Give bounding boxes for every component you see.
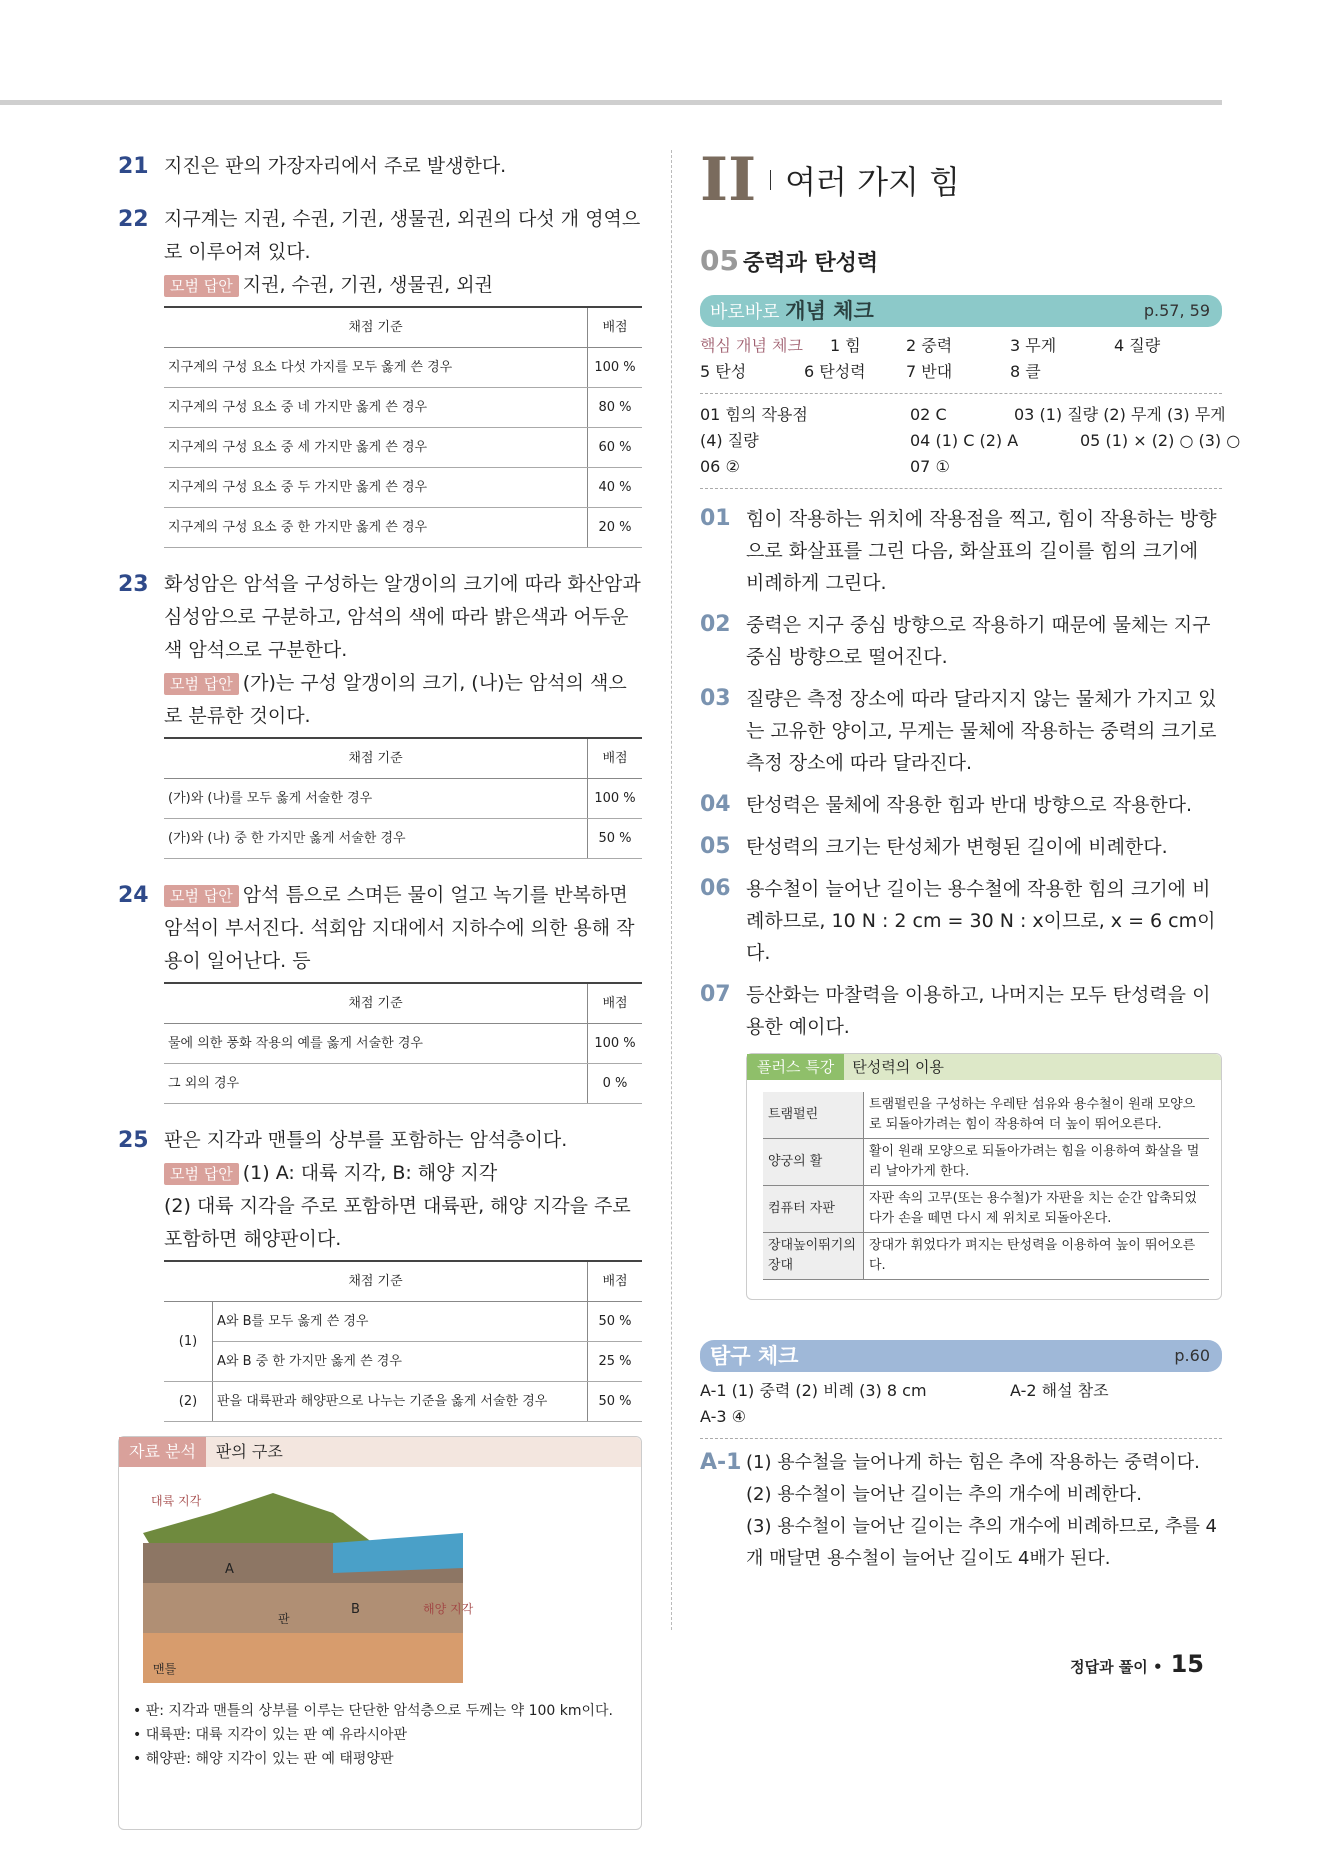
model-answer: (2) 대륙 지각을 주로 포함하면 대륙판, 해양 지각을 주로 포함하면 해양판이다. — [164, 1195, 631, 1250]
table-cell: 100 % — [588, 348, 643, 388]
core-item: 6 탄성력 — [804, 362, 866, 381]
concept-title: 개념 체크 — [785, 299, 874, 323]
note: • 대륙판: 대륙 지각이 있는 판 예 유라시아판 — [133, 1727, 408, 1743]
table-cell: 60 % — [588, 428, 643, 468]
table-row — [164, 468, 642, 508]
concept-check-bar — [700, 295, 1222, 327]
table-row — [164, 348, 642, 388]
answer-number: 01 — [700, 506, 731, 531]
answer-text: (1) 용수철을 늘어나게 하는 힘은 추에 작용하는 중력이다. — [746, 1452, 1200, 1473]
table-cell: 지구계의 구성 요소 중 네 가지만 옳게 쓴 경우 — [164, 388, 588, 428]
page-number: 15 — [1170, 1650, 1204, 1678]
plate-structure-diagram — [133, 1473, 553, 1693]
quick-answer: 07 ① — [910, 457, 950, 476]
question-text: 지진은 판의 가장자리에서 주로 발생한다. — [164, 155, 507, 177]
answer-text: 질량은 측정 장소에 따라 달라지지 않는 물체가 가지고 있는 고유한 양이고, 무게는 물체에 작용하는 중력의 크기로 측정 장소에 따라 달라진다. — [746, 688, 1217, 774]
plus-lecture-box — [746, 1053, 1222, 1300]
answer-number: 06 — [700, 876, 731, 901]
chapter-header — [700, 145, 1222, 215]
quick-answer: 01 힘의 작용점 — [700, 405, 808, 424]
mantle-label: 맨틀 — [153, 1662, 177, 1676]
answer-text: 탄성력의 크기는 탄성체가 변형된 길이에 비례한다. — [746, 836, 1168, 858]
table-cell: (가)와 (나)를 모두 옳게 서술한 경우 — [164, 779, 588, 819]
notes — [133, 1699, 613, 1771]
answer-item — [700, 1447, 1222, 1575]
plate-label: 판 — [278, 1612, 290, 1626]
core-item: 7 반대 — [906, 362, 953, 381]
chapter-number: II — [700, 145, 757, 215]
table-cell: 트램펄린을 구성하는 우레탄 섬유와 용수철이 원래 모양으로 되돌아가려는 힘이 작용하여 더 높이 뛰어오른다. — [864, 1092, 1210, 1139]
model-answer-badge: 모범 답안 — [164, 275, 239, 297]
continental-crust-label: 대륙 지각 — [151, 1494, 202, 1508]
quick-answer: 04 (1) C (2) A — [910, 431, 1019, 450]
note: • 판: 지각과 맨틀의 상부를 이루는 단단한 암석층으로 두께는 약 100 km이다. — [133, 1703, 613, 1719]
table-cell: A와 B를 모두 옳게 쓴 경우 — [213, 1302, 588, 1342]
table-cell: 지구계의 구성 요소 중 세 가지만 옳게 쓴 경우 — [164, 428, 588, 468]
question-number: 22 — [118, 207, 149, 232]
answer-item — [700, 831, 1222, 863]
table-row — [164, 1382, 642, 1422]
table-cell: (1) — [164, 1302, 213, 1382]
table-header: 배점 — [588, 1261, 643, 1302]
inquiry-check-bar — [700, 1340, 1222, 1372]
label-a: A — [225, 1562, 234, 1577]
table-cell: 40 % — [588, 468, 643, 508]
scoring-table — [164, 306, 642, 548]
core-item: 8 클 — [1010, 362, 1041, 381]
table-cell: 0 % — [588, 1064, 643, 1104]
lithosphere-layer — [143, 1583, 463, 1633]
mantle-layer — [143, 1633, 463, 1683]
table-cell: A와 B 중 한 가지만 옳게 쓴 경우 — [213, 1342, 588, 1382]
answer-item — [700, 789, 1222, 821]
answer-item — [700, 979, 1222, 1043]
answer-number: 02 — [700, 612, 731, 637]
scoring-table — [164, 982, 642, 1104]
inquiry-title: 탐구 체크 — [710, 1344, 799, 1368]
question-text: 화성암은 암석을 구성하는 알갱이의 크기에 따라 화산암과 심성암으로 구분하고, 암석의 색에 따라 밝은색과 어두운색 암석으로 구분한다. — [164, 573, 641, 661]
answer-text: (3) 용수철이 늘어난 길이는 추의 개수에 비례하므로, 추를 4개 매달면 용수철이 늘어난 길이도 4배가 된다. — [746, 1516, 1217, 1569]
table-cell: (2) — [164, 1382, 213, 1422]
footer-label: 정답과 풀이 • — [1070, 1658, 1163, 1676]
table-cell: 트램펄린 — [763, 1092, 864, 1139]
top-rule — [0, 100, 1222, 105]
page-footer — [1070, 1650, 1204, 1678]
core-item: 4 질량 — [1114, 336, 1161, 355]
model-answer: (가)는 구성 알갱이의 크기, (나)는 암석의 색으로 분류한 것이다. — [164, 672, 627, 727]
table-cell: 그 외의 경우 — [164, 1064, 588, 1104]
column-divider — [671, 150, 672, 1630]
model-answer: 암석 틈으로 스며든 물이 얼고 녹기를 반복하면 암석이 부서진다. 석회암 지대에서 지하수에 의한 용해 작용이 일어난다. 등 — [164, 884, 635, 972]
plus-tag: 플러스 특강 — [747, 1054, 844, 1080]
data-analysis-tag: 자료 분석 — [119, 1437, 206, 1467]
table-row — [763, 1092, 1209, 1139]
data-analysis-title: 판의 구조 — [215, 1442, 283, 1461]
answer-text: 탄성력은 물체에 작용한 힘과 반대 방향으로 작용한다. — [746, 794, 1193, 816]
oceanic-crust-label: 해양 지각 — [423, 1602, 474, 1616]
table-cell: 양궁의 활 — [763, 1139, 864, 1186]
section-number: 05 — [700, 244, 739, 277]
answer-item — [700, 873, 1222, 969]
table-cell: 80 % — [588, 388, 643, 428]
table-cell: 지구계의 구성 요소 다섯 가지를 모두 옳게 쓴 경우 — [164, 348, 588, 388]
page-ref: p.60 — [1174, 1346, 1210, 1365]
table-cell: 50 % — [588, 819, 643, 859]
table-row — [164, 1064, 642, 1104]
core-item: 3 무게 — [1010, 336, 1057, 355]
table-header: 채점 기준 — [164, 983, 588, 1024]
table-cell: 장대높이뛰기의 장대 — [763, 1233, 864, 1280]
table-cell: 25 % — [588, 1342, 643, 1382]
table-cell: 50 % — [588, 1302, 643, 1342]
model-answer: 지권, 수권, 기권, 생물권, 외권 — [242, 274, 493, 296]
right-column — [700, 145, 1241, 1585]
core-item: 2 중력 — [906, 336, 953, 355]
chapter-title: 여러 가지 힘 — [785, 163, 961, 201]
plus-title: 탄성력의 이용 — [852, 1058, 944, 1076]
elastic-use-table — [763, 1092, 1209, 1280]
question-number: 25 — [118, 1128, 149, 1153]
table-cell: 활이 원래 모양으로 되돌아가려는 힘을 이용하여 화살을 멀리 날아가게 한다. — [864, 1139, 1210, 1186]
quick-answer: 06 ② — [700, 457, 740, 476]
table-cell: 물에 의한 풍화 작용의 예를 옳게 서술한 경우 — [164, 1024, 588, 1064]
table-row — [164, 508, 642, 548]
table-row — [164, 428, 642, 468]
answer-item — [700, 609, 1222, 673]
scoring-table — [164, 1260, 642, 1422]
question-text: 판은 지각과 맨틀의 상부를 포함하는 암석층이다. — [164, 1129, 568, 1151]
question-25 — [118, 1124, 642, 1830]
table-header: 채점 기준 — [164, 738, 588, 779]
table-cell: 자판 속의 고무(또는 용수철)가 자판을 치는 순간 압축되었다가 손을 떼면 다시 제 위치로 되돌아온다. — [864, 1186, 1210, 1233]
quick-answer: (4) 질량 — [700, 431, 759, 450]
question-number: 24 — [118, 883, 149, 908]
table-header: 채점 기준 — [164, 1261, 588, 1302]
question-text: 지구계는 지권, 수권, 기권, 생물권, 외권의 다섯 개 영역으로 이루어져 있다. — [164, 208, 641, 263]
answer-text: 용수철이 늘어난 길이는 용수철에 작용한 힘의 크기에 비례하므로, 10 N : 2 cm = 30 N : x이므로, x = 6 cm이다. — [746, 878, 1216, 964]
table-row — [763, 1139, 1209, 1186]
quick-answer: 02 C — [910, 405, 947, 424]
core-concept-grid — [700, 333, 1222, 385]
core-label: 핵심 개념 체크 — [700, 336, 803, 355]
core-item: 1 힘 — [830, 336, 861, 355]
inquiry-answer: A-1 (1) 중력 (2) 비례 (3) 8 cm — [700, 1381, 927, 1400]
model-answer: (1) A: 대륙 지각, B: 해양 지각 — [242, 1162, 498, 1184]
table-cell: 100 % — [588, 1024, 643, 1064]
table-row — [164, 779, 642, 819]
model-answer-badge: 모범 답안 — [164, 1163, 239, 1185]
table-header: 배점 — [588, 738, 643, 779]
table-cell: (가)와 (나) 중 한 가지만 옳게 서술한 경우 — [164, 819, 588, 859]
table-cell: 지구계의 구성 요소 중 두 가지만 옳게 쓴 경우 — [164, 468, 588, 508]
table-cell: 20 % — [588, 508, 643, 548]
note: • 해양판: 해양 지각이 있는 판 예 태평양판 — [133, 1751, 394, 1767]
label-b: B — [351, 1602, 360, 1617]
table-row — [763, 1233, 1209, 1280]
quick-answer: 03 (1) 질량 (2) 무게 (3) 무게 — [1014, 405, 1226, 424]
table-cell: 지구계의 구성 요소 중 한 가지만 옳게 쓴 경우 — [164, 508, 588, 548]
answer-number: 05 — [700, 834, 731, 859]
table-row — [164, 819, 642, 859]
answer-number: A-1 — [700, 1450, 742, 1475]
concept-tag: 바로바로 — [710, 302, 780, 323]
question-23 — [118, 568, 642, 859]
answer-number: 07 — [700, 982, 731, 1007]
model-answer-badge: 모범 답안 — [164, 673, 239, 695]
answer-text: 중력은 지구 중심 방향으로 작용하기 때문에 물체는 지구 중심 방향으로 떨어진다. — [746, 614, 1211, 668]
table-row — [164, 1342, 642, 1382]
table-row — [164, 1024, 642, 1064]
table-cell: 컴퓨터 자판 — [763, 1186, 864, 1233]
table-cell: 판을 대륙판과 해양판으로 나누는 기준을 옳게 서술한 경우 — [213, 1382, 588, 1422]
question-number: 23 — [118, 572, 149, 597]
table-cell: 50 % — [588, 1382, 643, 1422]
table-row — [763, 1186, 1209, 1233]
scoring-table — [164, 737, 642, 859]
table-header: 배점 — [588, 307, 643, 348]
left-column — [118, 150, 642, 1850]
answer-item — [700, 683, 1222, 779]
inquiry-grid — [700, 1378, 1222, 1430]
question-24 — [118, 879, 642, 1104]
quick-answer-grid — [700, 402, 1241, 480]
question-22 — [118, 203, 642, 548]
table-row — [164, 1302, 642, 1342]
answer-item — [700, 503, 1222, 599]
page-ref: p.57, 59 — [1143, 301, 1210, 320]
table-header: 채점 기준 — [164, 307, 588, 348]
model-answer-badge: 모범 답안 — [164, 885, 239, 907]
answer-number: 04 — [700, 792, 731, 817]
inquiry-answer: A-3 ④ — [700, 1407, 746, 1426]
table-cell: 장대가 휘었다가 펴지는 탄성력을 이용하여 높이 뛰어오른다. — [864, 1233, 1210, 1280]
question-number: 21 — [118, 154, 149, 179]
data-analysis-box — [118, 1436, 642, 1830]
core-item: 5 탄성 — [700, 362, 747, 381]
section-name: 중력과 탄성력 — [742, 251, 879, 276]
quick-answer: 05 (1) × (2) ○ (3) ○ — [1080, 431, 1241, 450]
table-row — [164, 388, 642, 428]
answer-text: 힘이 작용하는 위치에 작용점을 찍고, 힘이 작용하는 방향으로 화살표를 그린 다음, 화살표의 길이를 힘의 크기에 비례하게 그린다. — [746, 508, 1217, 594]
answer-number: 03 — [700, 686, 731, 711]
answer-text: (2) 용수철이 늘어난 길이는 추의 개수에 비례한다. — [746, 1484, 1142, 1505]
question-21 — [118, 150, 642, 183]
section-title — [700, 244, 1222, 277]
table-header: 배점 — [588, 983, 643, 1024]
table-cell: 100 % — [588, 779, 643, 819]
answer-text: 등산화는 마찰력을 이용하고, 나머지는 모두 탄성력을 이용한 예이다. — [746, 984, 1211, 1038]
inquiry-answer: A-2 해설 참조 — [1010, 1381, 1109, 1400]
